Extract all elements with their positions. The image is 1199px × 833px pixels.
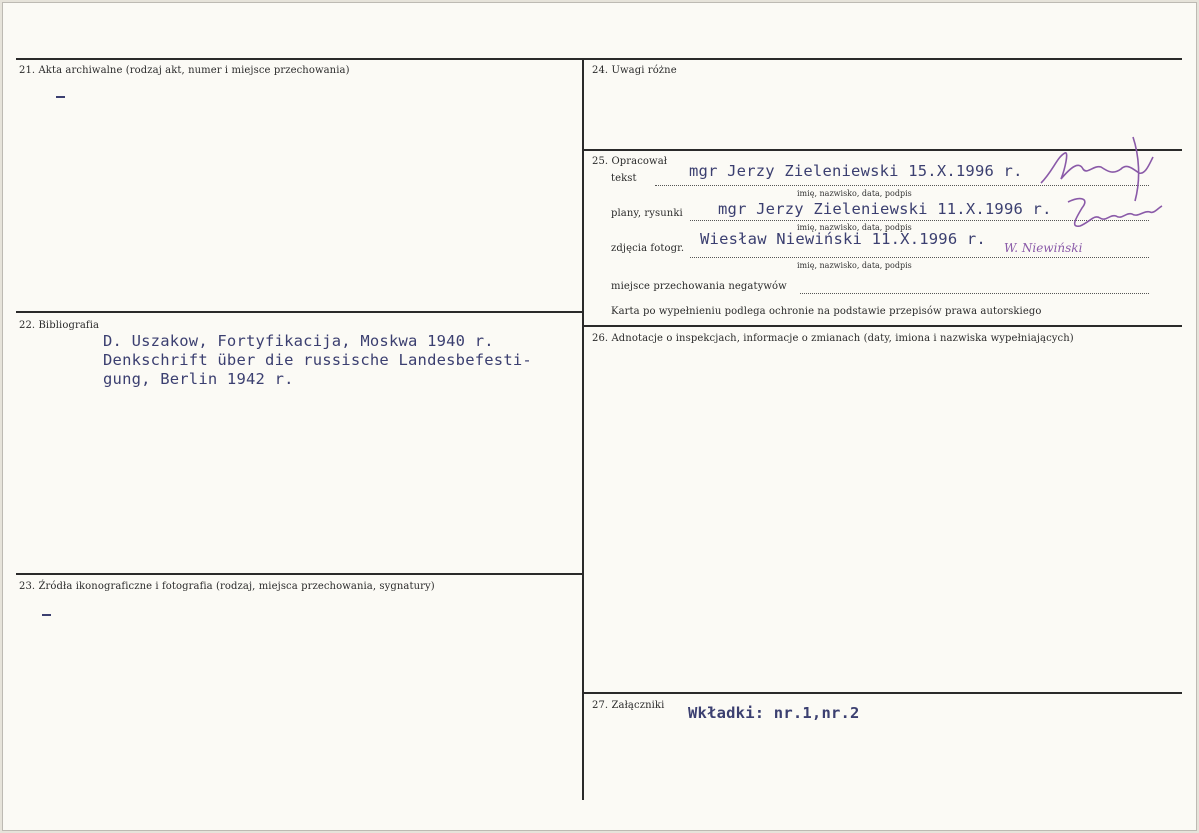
section-21-label: 21. Akta archiwalne (rodzaj akt, numer i miejsce przechowania) [19, 65, 350, 76]
plany-caption: imię, nazwisko, data, podpis [797, 223, 912, 232]
plany-value: mgr Jerzy Zieleniewski 11.X.1996 r. [718, 200, 1052, 218]
zdjecia-value: Wiesław Niewiński 11.X.1996 r. [700, 230, 986, 248]
tekst-caption: imię, nazwisko, data, podpis [797, 189, 912, 198]
bibliography-line-2: Denkschrift über die russische Landesbefesti- [103, 351, 532, 369]
zdjecia-dotline [690, 257, 1149, 258]
zdjecia-caption: imię, nazwisko, data, podpis [797, 261, 912, 270]
copyright-note: Karta po wypełnieniu podlega ochronie na podstawie przepisów prawa autorskiego [611, 306, 1042, 317]
tekst-label: tekst [611, 173, 637, 184]
negatywy-dotline [800, 293, 1149, 294]
signature-plany [1060, 192, 1170, 242]
tekst-value: mgr Jerzy Zieleniewski 15.X.1996 r. [689, 162, 1023, 180]
section-24-label: 24. Uwagi różne [592, 65, 677, 76]
signature-zdjecia: W. Niewiński [1004, 241, 1083, 255]
negatywy-label: miejsce przechowania negatywów [611, 281, 787, 292]
section-22-label: 22. Bibliografia [19, 320, 100, 331]
plany-label: plany, rysunki [611, 208, 683, 219]
section-23-value [42, 614, 51, 616]
rule-25-26 [583, 325, 1182, 327]
section-25-label: 25. Opracował [592, 156, 668, 167]
rule-22-23 [16, 573, 583, 575]
attachments-value: Wkładki: nr.1,nr.2 [688, 704, 860, 722]
section-23-label: 23. Źródła ikonograficzne i fotografia (rodzaj, miejsca przechowania, sygnatury) [19, 581, 435, 592]
section-26-label: 26. Adnotacje o inspekcjach, informacje o zmianach (daty, imiona i nazwiska wypełniających) [592, 333, 1074, 344]
rule-21-22 [16, 311, 583, 313]
section-27-label: 27. Załączniki [592, 700, 665, 711]
rule-26-27 [583, 692, 1182, 694]
zdjecia-label: zdjęcia fotogr. [611, 243, 685, 254]
section-21-value [56, 96, 65, 98]
bibliography-line-1: D. Uszakow, Fortyfikacija, Moskwa 1940 r. [103, 332, 494, 350]
center-divider [582, 58, 584, 800]
top-rule [16, 58, 1182, 60]
bibliography-line-3: gung, Berlin 1942 r. [103, 370, 294, 388]
